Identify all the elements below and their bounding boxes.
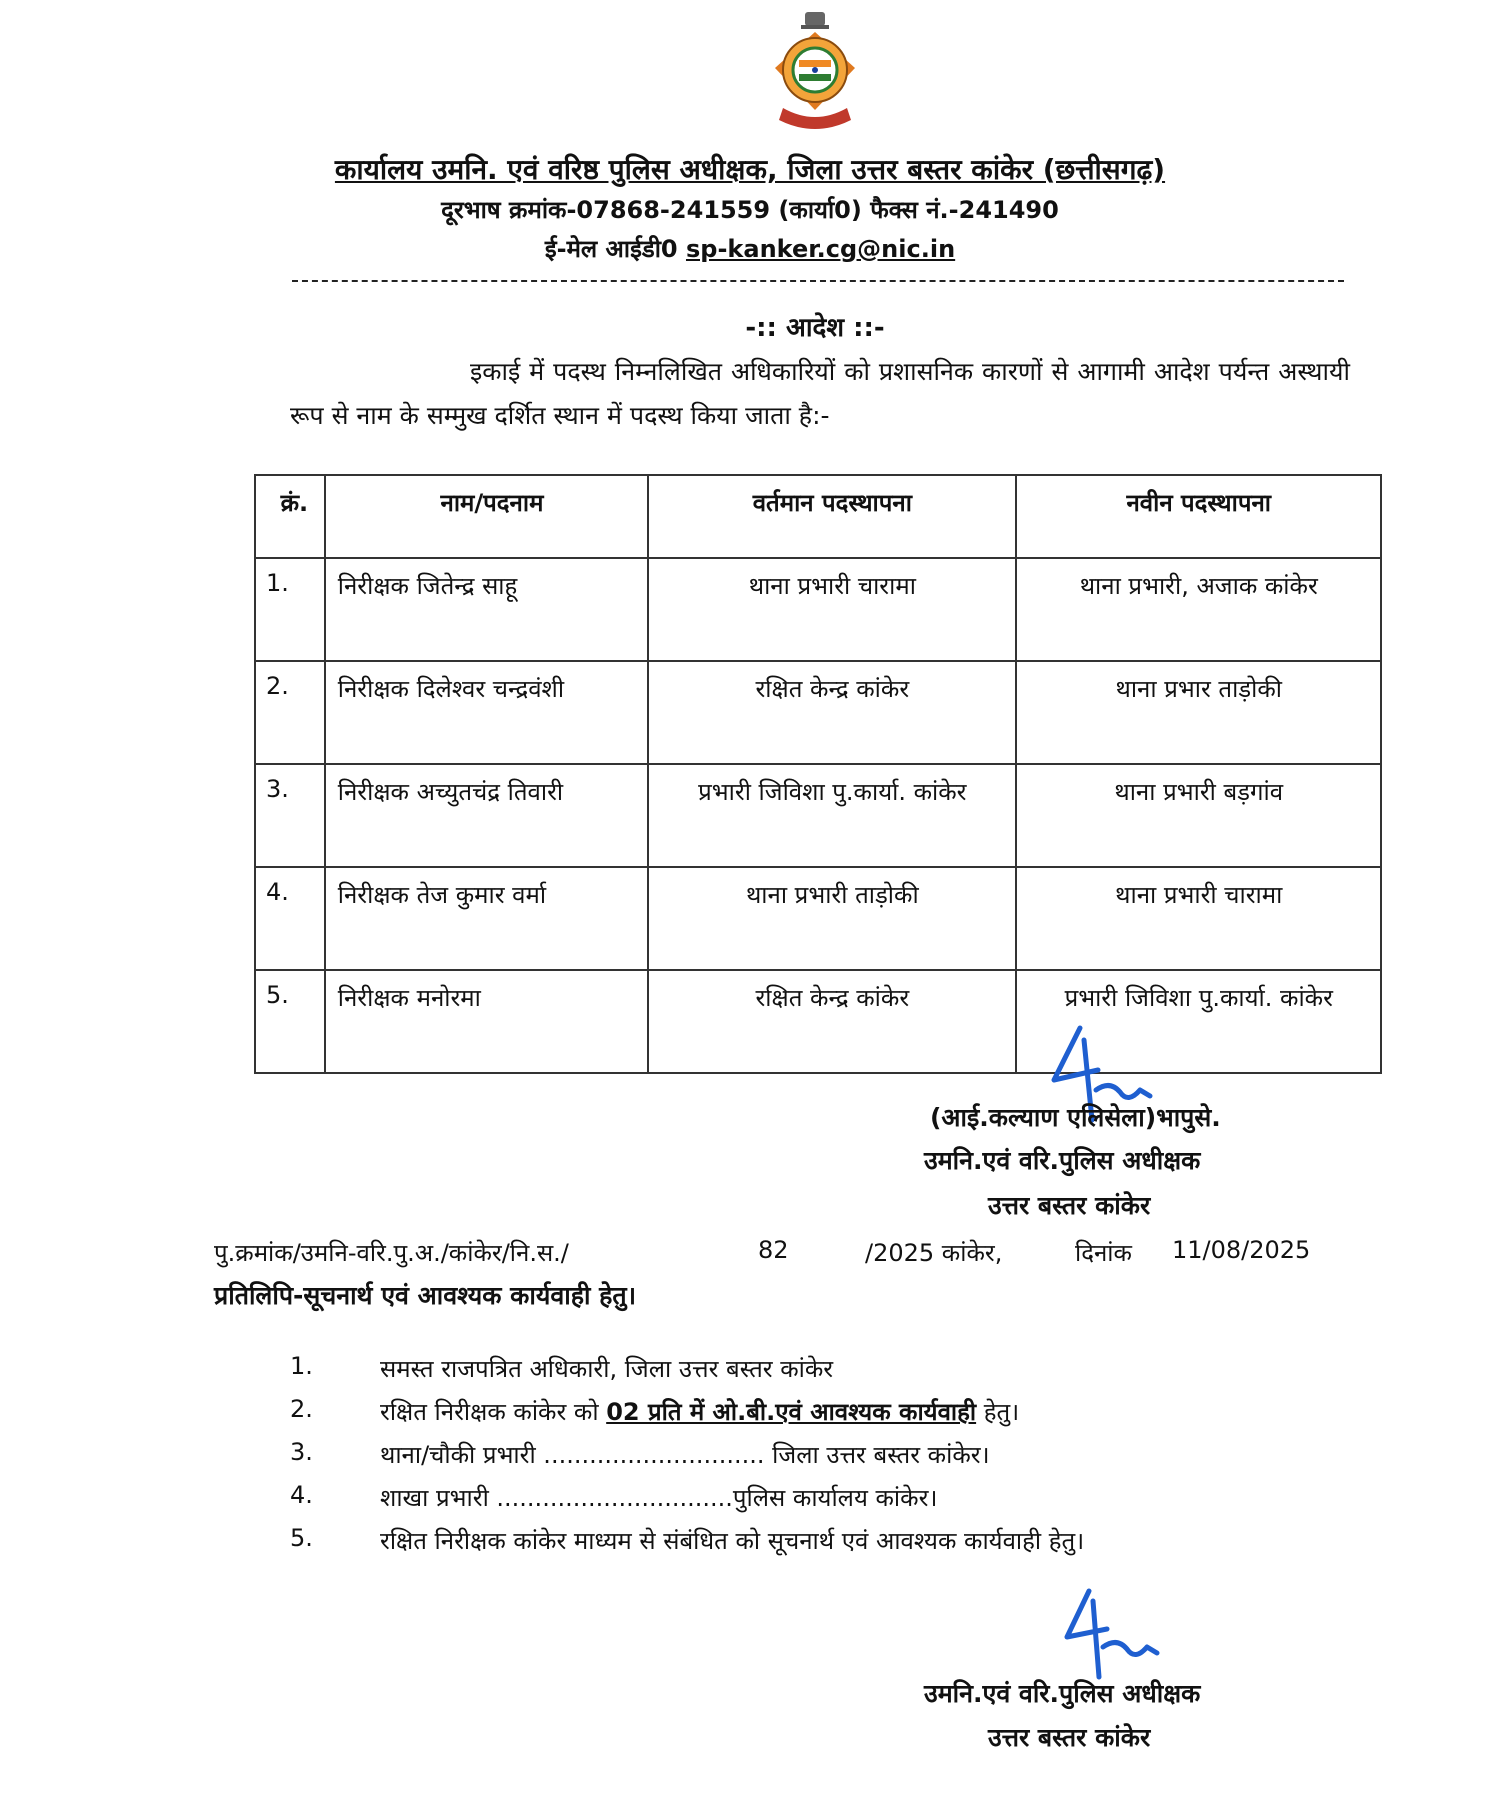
table-row bbox=[255, 867, 1381, 970]
signatory-post: उमनि.एवं वरि.पुलिस अधीक्षक bbox=[924, 1146, 1201, 1175]
office-title: कार्यालय उमनि. एवं वरिष्ठ पुलिस अधीक्षक, जिला उत्तर बस्तर कांकेर (छत्तीसगढ़) bbox=[334, 153, 1166, 186]
copy-item-text bbox=[380, 1395, 1019, 1428]
reference-prefix: पु.क्रमांक/उमनि-वरि.पु.अ./कांकेर/नि.स./ bbox=[214, 1239, 569, 1267]
email-address: sp-kanker.cg@nic.in bbox=[685, 235, 956, 263]
dashed-divider bbox=[292, 280, 1344, 282]
copy-item-number: 2. bbox=[290, 1395, 313, 1423]
current-posting-cell: रक्षित केन्द्र कांकेर bbox=[648, 661, 1016, 764]
table-row bbox=[255, 970, 1381, 1073]
serial-cell: 3. bbox=[255, 764, 325, 867]
serial-cell: 1. bbox=[255, 558, 325, 661]
signature-icon bbox=[1055, 1585, 1165, 1685]
serial-cell: 5. bbox=[255, 970, 325, 1073]
copy-item-number: 4. bbox=[290, 1481, 313, 1509]
current-posting-cell: थाना प्रभारी ताड़ोकी bbox=[648, 867, 1016, 970]
new-posting-cell: थाना प्रभार ताड़ोकी bbox=[1016, 661, 1381, 764]
copy-item-text: थाना/चौकी प्रभारी ............................. जिला उत्तर बस्तर कांकेर। bbox=[380, 1441, 990, 1469]
signatory-place: उत्तर बस्तर कांकेर bbox=[988, 1191, 1151, 1220]
name-cell: निरीक्षक दिलेश्वर चन्द्रवंशी bbox=[325, 661, 648, 764]
transfer-table bbox=[254, 474, 1382, 1074]
new-posting-cell: थाना प्रभारी, अजाक कांकेर bbox=[1016, 558, 1381, 661]
current-posting-cell: थाना प्रभारी चारामा bbox=[648, 558, 1016, 661]
order-intro: इकाई में पदस्थ निम्नलिखित अधिकारियों को प्रशासनिक कारणों से आगामी आदेश पर्यन्त अस्थायी रूप से नाम के सम्मुख दर्शित स्थान में पदस्थ किया जाता है:- bbox=[290, 357, 1350, 430]
current-posting-cell: रक्षित केन्द्र कांकेर bbox=[648, 970, 1016, 1073]
serial-cell: 2. bbox=[255, 661, 325, 764]
date-value: 11/08/2025 bbox=[1172, 1236, 1311, 1264]
order-title: -:: आदेश ::- bbox=[745, 313, 885, 343]
copy-item-emphasis: 02 प्रति में ओ.बी.एवं आवश्यक कार्यवाही bbox=[606, 1398, 977, 1426]
copy-item-number: 3. bbox=[290, 1438, 313, 1466]
copy-item-number: 5. bbox=[290, 1524, 313, 1552]
email-line bbox=[0, 232, 1500, 265]
name-cell: निरीक्षक जितेन्द्र साहू bbox=[325, 558, 648, 661]
header-current-posting: वर्तमान पदस्थापना bbox=[648, 475, 1016, 558]
header-new-posting: नवीन पदस्थापना bbox=[1016, 475, 1381, 558]
copy-item-text: रक्षित निरीक्षक कांकेर माध्यम से संबंधित को सूचनार्थ एवं आवश्यक कार्यवाही हेतु। bbox=[380, 1527, 1085, 1555]
footer-signatory-place: उत्तर बस्तर कांकेर bbox=[988, 1723, 1151, 1752]
footer-signatory-post: उमनि.एवं वरि.पुलिस अधीक्षक bbox=[924, 1679, 1201, 1708]
copy-item-text-start: रक्षित निरीक्षक कांकेर को bbox=[380, 1398, 607, 1426]
new-posting-cell: थाना प्रभारी बड़गांव bbox=[1016, 764, 1381, 867]
name-cell: निरीक्षक मनोरमा bbox=[325, 970, 648, 1073]
copy-item-text: शाखा प्रभारी ...............................पुलिस कार्यालय कांकेर। bbox=[380, 1484, 938, 1512]
name-cell: निरीक्षक अच्युतचंद्र तिवारी bbox=[325, 764, 648, 867]
header-name: नाम/पदनाम bbox=[325, 475, 648, 558]
copy-heading: प्रतिलिपि-सूचनार्थ एवं आवश्यक कार्यवाही हेतु। bbox=[214, 1281, 637, 1310]
copy-item-number: 1. bbox=[290, 1352, 313, 1380]
copy-item-text: समस्त राजपत्रित अधिकारी, जिला उत्तर बस्तर कांकेर bbox=[380, 1355, 834, 1383]
police-emblem-icon bbox=[765, 8, 865, 138]
copy-item-text-end: हेतु। bbox=[976, 1398, 1020, 1426]
date-label: दिनांक bbox=[1075, 1239, 1132, 1267]
table-row bbox=[255, 764, 1381, 867]
reference-number: 82 bbox=[758, 1236, 789, 1264]
email-label: ई-मेल आईडी0 bbox=[544, 235, 686, 263]
reference-year: /2025 कांकेर, bbox=[865, 1239, 1003, 1267]
new-posting-cell: प्रभारी जिविशा पु.कार्या. कांकेर bbox=[1016, 970, 1381, 1073]
table-header-row bbox=[255, 475, 1381, 558]
table-row bbox=[255, 661, 1381, 764]
name-cell: निरीक्षक तेज कुमार वर्मा bbox=[325, 867, 648, 970]
new-posting-cell: थाना प्रभारी चारामा bbox=[1016, 867, 1381, 970]
signatory-name: (आई.कल्याण एलिसेला)भापुसे. bbox=[930, 1103, 1221, 1132]
serial-cell: 4. bbox=[255, 867, 325, 970]
current-posting-cell: प्रभारी जिविशा पु.कार्या. कांकेर bbox=[648, 764, 1016, 867]
table-row bbox=[255, 558, 1381, 661]
header-serial: क्रं. bbox=[255, 475, 325, 558]
phone-fax-line: दूरभाष क्रमांक-07868-241559 (कार्या0) फैक्स नं.-241490 bbox=[441, 196, 1059, 224]
